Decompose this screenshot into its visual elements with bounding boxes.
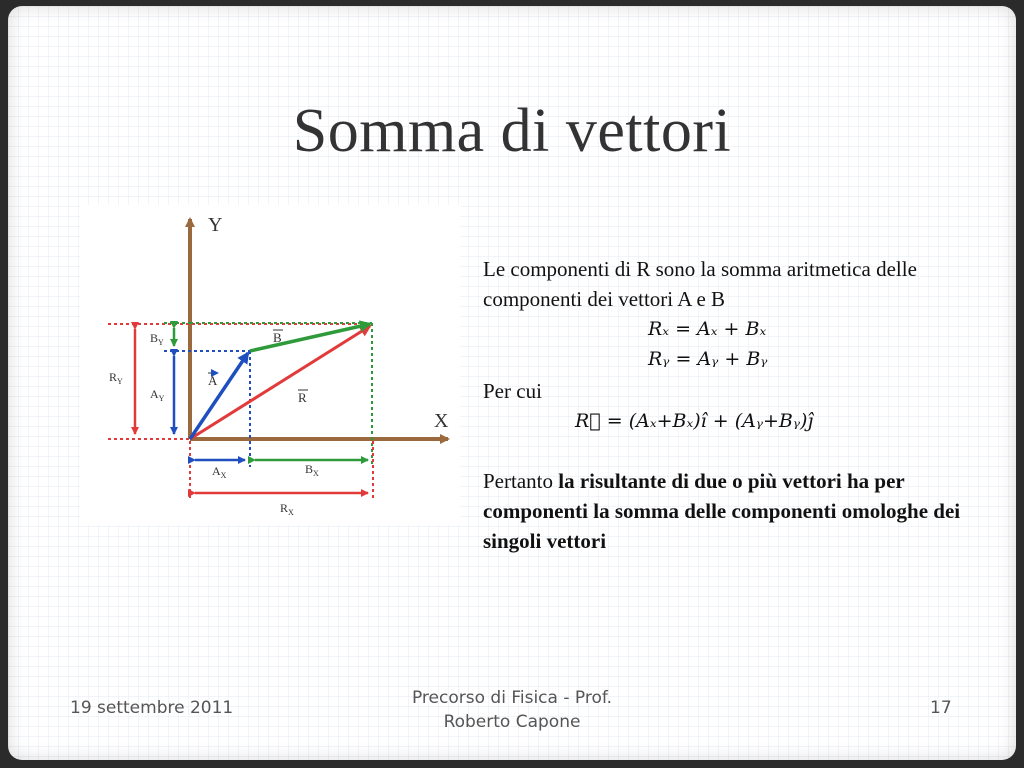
bx-label: $B_X$	[305, 462, 319, 478]
per-cui-text: Per cui	[483, 379, 542, 403]
vector-r-label: R	[298, 390, 307, 405]
intro-paragraph: Le componenti di R sono la somma aritmetica delle componenti dei vettori A e B	[483, 257, 917, 311]
ry-label: $R_Y$	[109, 370, 123, 386]
vector-a-label: A	[208, 373, 218, 388]
slide-title: Somma di vettori	[292, 97, 732, 165]
footer-author-line1: Precorso di Fisica - Prof.	[411, 688, 612, 708]
slide-body	[483, 254, 1003, 556]
x-axis-label: X	[434, 410, 449, 432]
ay-label: $A_Y$	[150, 387, 165, 403]
equation-rx: Rₓ = Aₓ + Bₓ	[648, 318, 767, 340]
footer-author-line2: Roberto Capone	[443, 712, 581, 732]
conclusion-lead: Pertanto	[483, 469, 559, 493]
y-axis-label: Y	[208, 214, 223, 236]
equation-ry: Rᵧ = Aᵧ + Bᵧ	[648, 348, 768, 370]
conclusion-bold: la risultante di due o più vettori ha per componenti la somma delle componenti omologhe dei singoli vettori	[483, 469, 961, 553]
footer-date: 19 settembre 2011	[70, 698, 234, 718]
conclusion-paragraph	[483, 466, 963, 556]
paragraph-gap	[483, 436, 1003, 466]
vector-diagram-svg	[80, 205, 460, 525]
rx-label: $R_X$	[280, 501, 294, 517]
vector-a	[190, 353, 248, 439]
vector-b-label: B	[273, 330, 282, 345]
ax-label: $A_X$	[212, 464, 227, 480]
by-label: $B_Y$	[150, 331, 164, 347]
equation-r-vector: R⃗ = (Aₓ+Bₓ)ı̂ + (Aᵧ+Bᵧ)ȷ̂	[575, 410, 814, 432]
slide-number: 17	[930, 698, 952, 718]
footer-author	[362, 686, 662, 734]
vector-diagram	[80, 205, 460, 525]
